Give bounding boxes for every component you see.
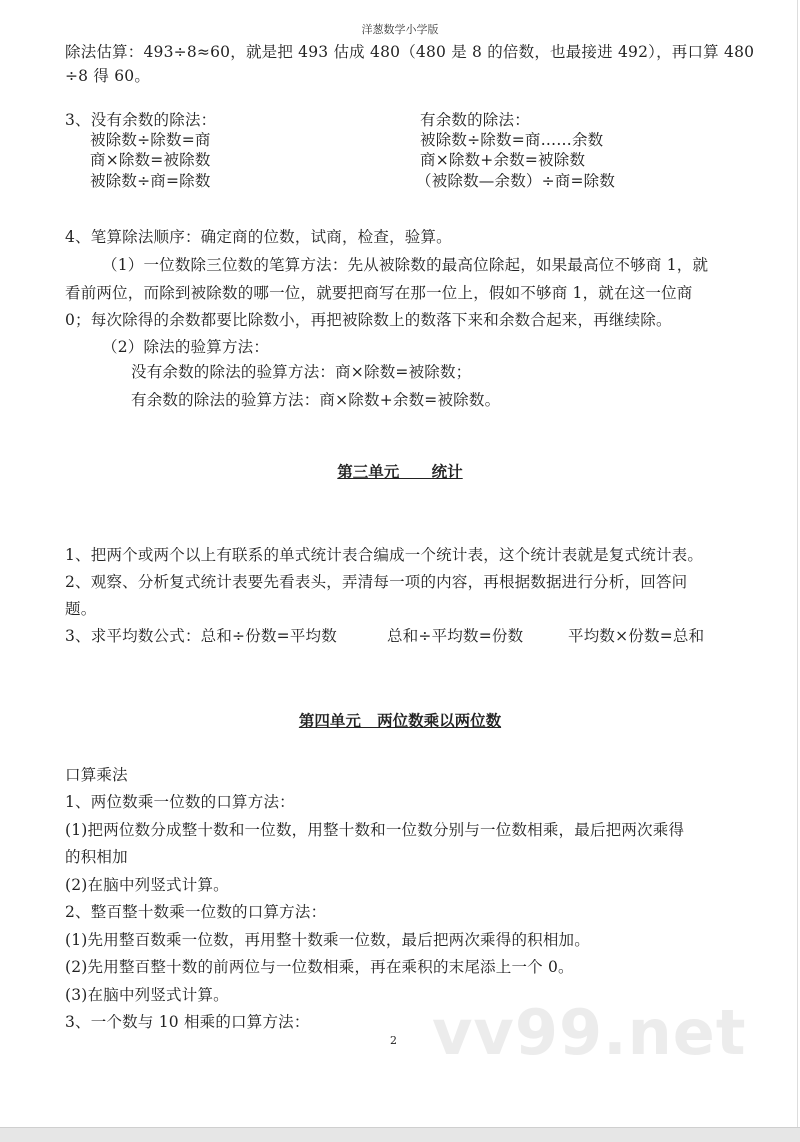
average-formula: 3、求平均数公式：总和÷份数=平均数 [65,627,337,645]
page-header: 洋葱数学小学版 [361,23,439,36]
s4-line: 有余数的除法的验算方法：商×除数+余数=被除数。 [131,391,501,409]
unit4-line: (1)把两位数分成整十数和一位数，用整十数和一位数分别与一位数相乘，最后把两次乘得 [65,821,685,839]
unit3-line: 题。 [65,600,97,618]
unit4-line: 3、一个数与 10 相乘的口算方法： [65,1013,310,1031]
formula: 被除数÷除数=商……余数 [420,131,604,149]
unit3-line: 2、观察、分析复式统计表要先看表头，弄清每一项的内容，再根据数据进行分析，回答问 [65,573,688,591]
unit4-line: (2)在脑中列竖式计算。 [65,876,229,894]
remainder-heading: 有余数的除法： [420,111,530,129]
unit4-title: 第四单元 两位数乘以两位数 [298,711,502,730]
unit4-line: (3)在脑中列竖式计算。 [65,986,229,1004]
s4-line: 看前两位，而除到被除数的哪一位，就要把商写在那一位上，假如不够商 1，就在这一位商 [65,284,693,302]
formula: 商×除数=被除数 [90,151,211,169]
unit4-line: 2、整百整十数乘一位数的口算方法： [65,903,327,921]
unit4-line: (2)先用整百整十数的前两位与一位数相乘，再在乘积的末尾添上一个 0。 [65,958,574,976]
unit4-line: 口算乘法 [65,766,128,784]
formula: 商×除数+余数=被除数 [420,151,586,169]
viewer-background [0,1127,800,1142]
no-remainder-heading: 3、没有余数的除法： [65,111,217,129]
intro-line: ÷8 得 60。 [65,67,151,85]
average-formula: 总和÷平均数=份数 [387,627,524,645]
unit4-line: 的积相加 [65,848,128,866]
s4-line: 没有余数的除法的验算方法：商×除数=被除数； [131,363,472,381]
s4-line: 0；每次除得的余数都要比除数小，再把被除数上的数落下来和余数合起来，再继续除。 [65,311,672,329]
formula: 被除数÷除数=商 [90,131,211,149]
page-number: 2 [390,1034,397,1047]
s4-line: （1）一位数除三位数的笔算方法：先从被除数的最高位除起，如果最高位不够商 1，就 [102,256,709,274]
s4-line: 4、笔算除法顺序：确定商的位数，试商，检查，验算。 [65,228,452,246]
unit4-line: (1)先用整百数乘一位数，再用整十数乘一位数，最后把两次乘得的积相加。 [65,931,590,949]
unit3-line: 1、把两个或两个以上有联系的单式统计表合编成一个统计表，这个统计表就是复式统计表。 [65,546,704,564]
unit4-line: 1、两位数乘一位数的口算方法： [65,793,295,811]
watermark: vv99.net [432,996,747,1069]
unit3-title: 第三单元 统计 [337,462,463,481]
s4-line: （2）除法的验算方法： [102,338,270,356]
formula: 被除数÷商=除数 [90,172,211,190]
formula: （被除数—余数）÷商=除数 [416,172,616,190]
intro-line: 除法估算：493÷8≈60，就是把 493 估成 480（480 是 8 的倍数，也最接进 492），再口算 480 [65,43,755,61]
average-formula: 平均数×份数=总和 [568,627,705,645]
